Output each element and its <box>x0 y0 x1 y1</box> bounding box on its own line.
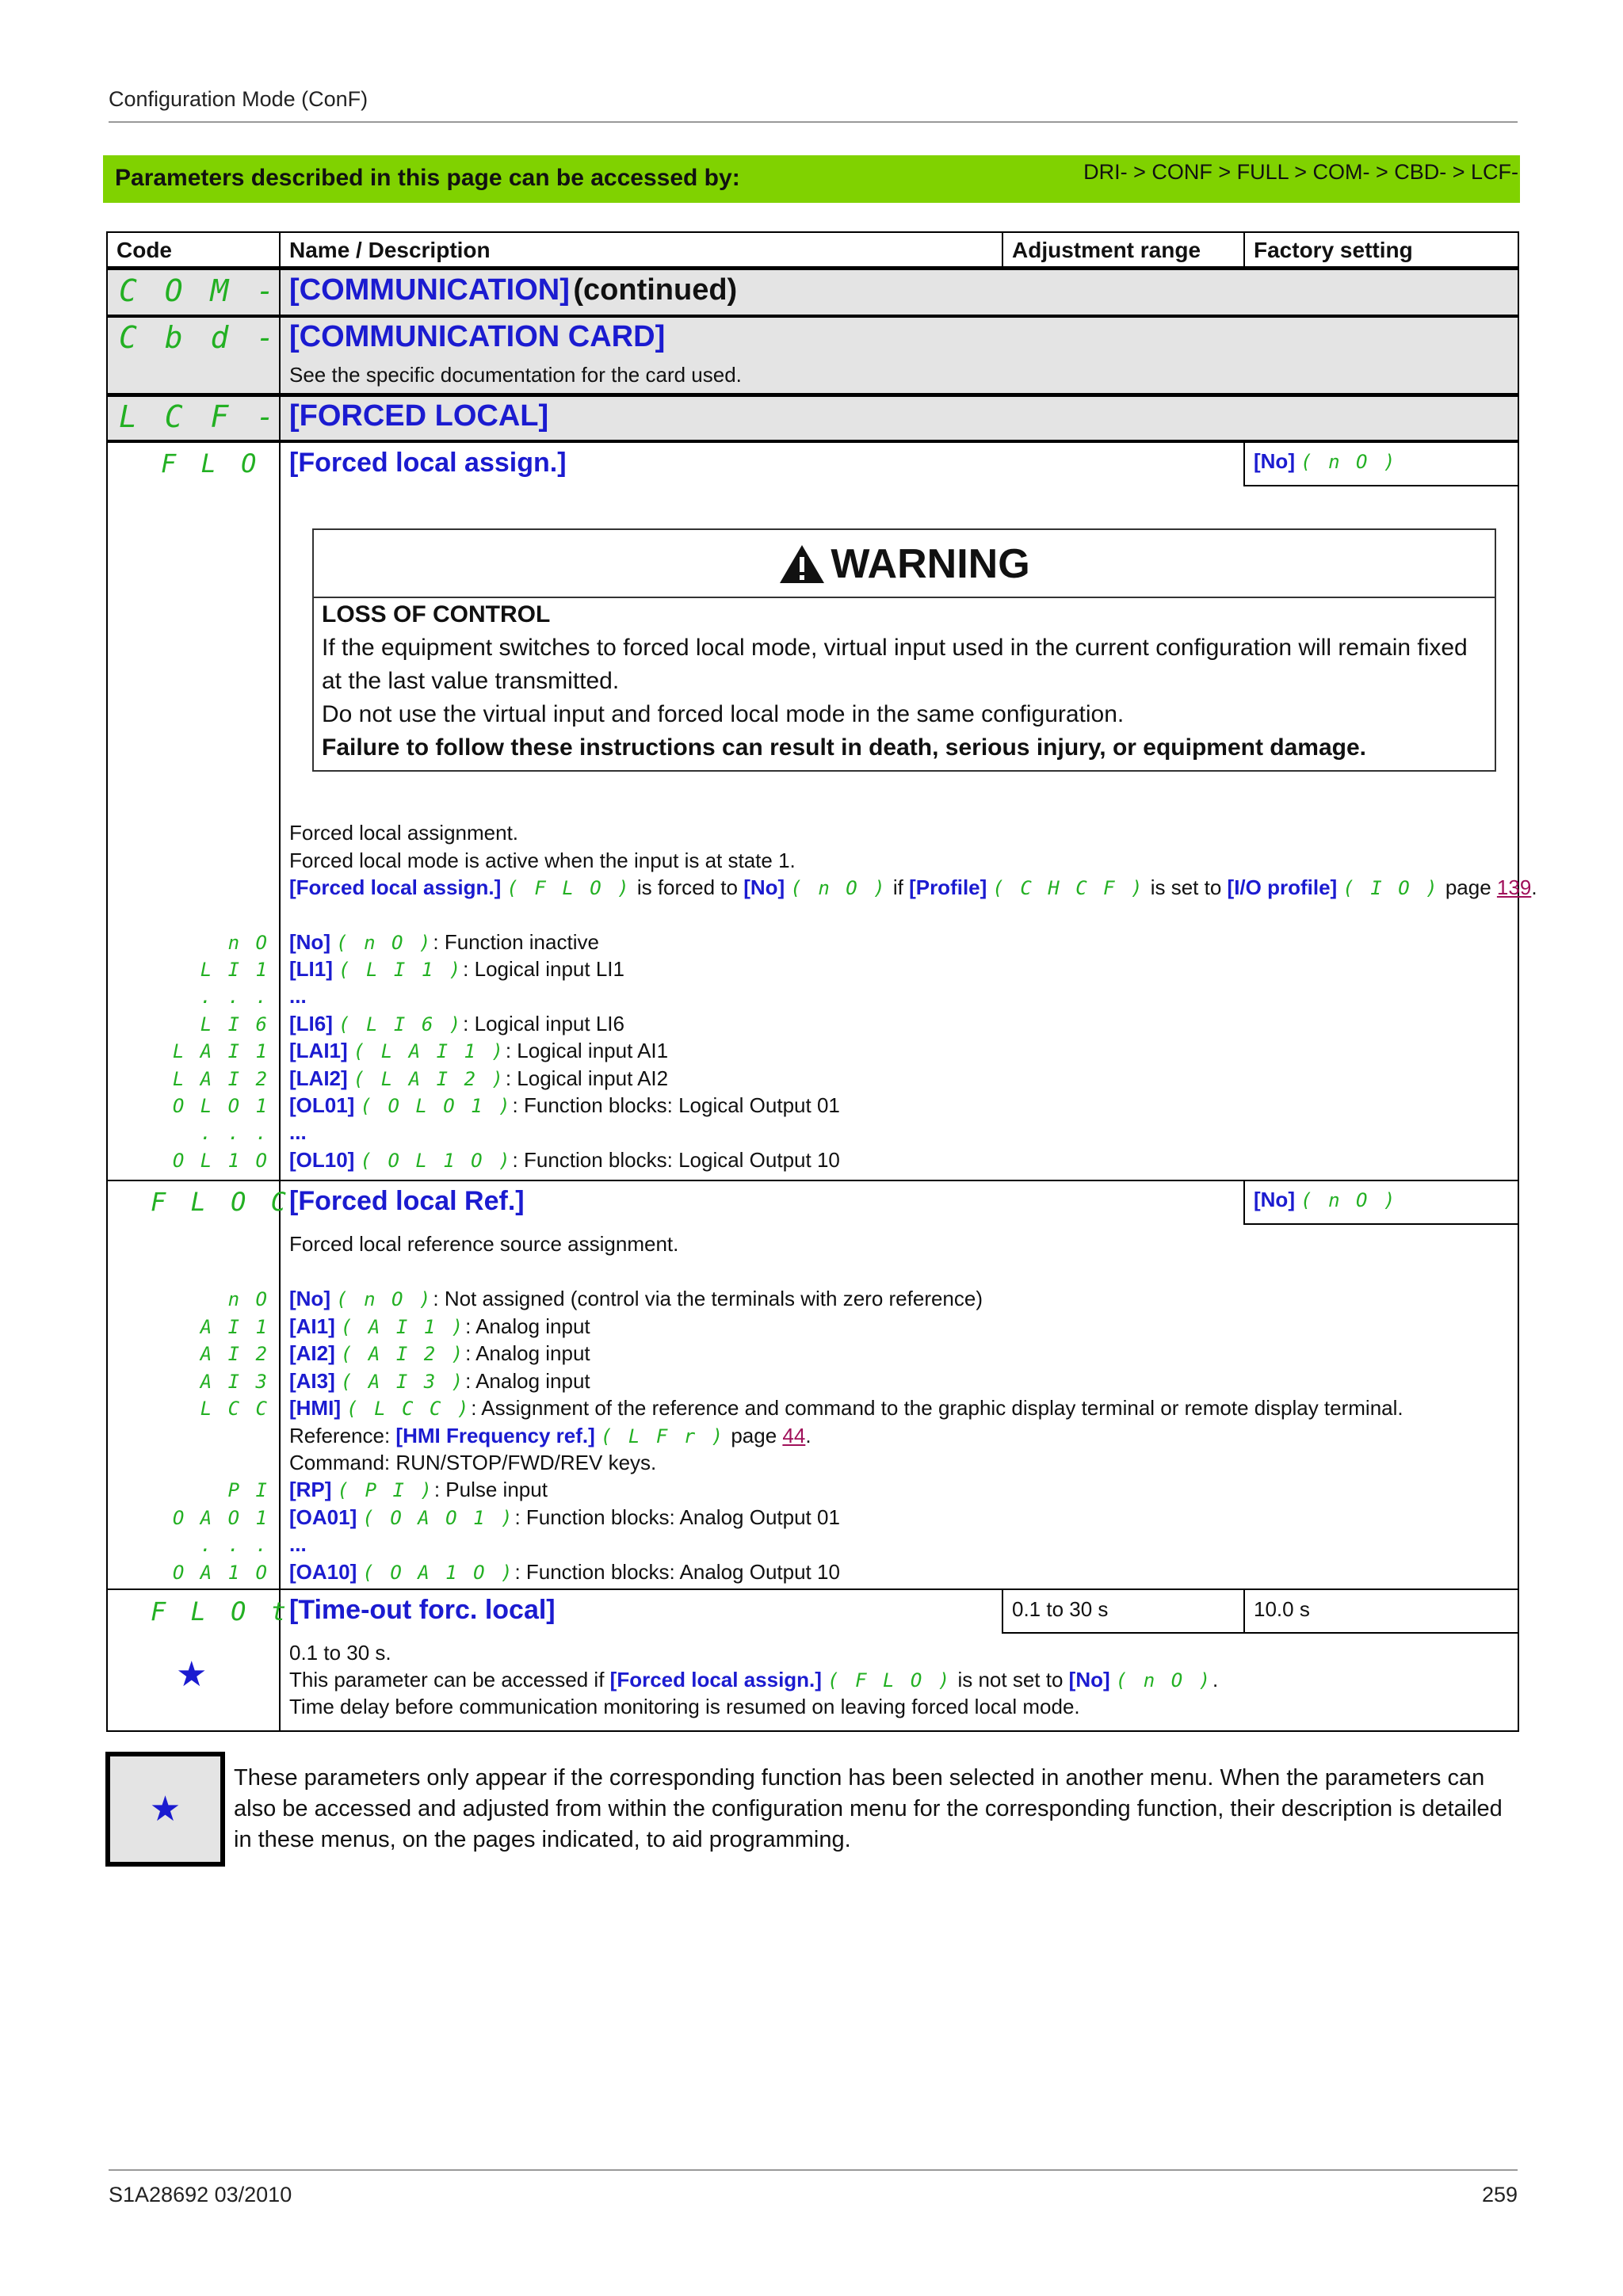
floc-opt: [OA01] ( O A O 1 ): Function blocks: Analog Output 01 <box>289 1505 840 1529</box>
page-link-44[interactable]: 44 <box>782 1424 806 1447</box>
star-icon: ★ <box>149 1790 181 1829</box>
flo-name: [Forced local assign.] <box>289 448 567 478</box>
flo-opt-code: L A I 1 <box>172 1040 269 1062</box>
floc-opt-code: . . . <box>200 1534 269 1556</box>
warning-title: WARNING <box>831 541 1030 587</box>
access-label: Parameters described in this page can be accessed by: <box>115 165 740 191</box>
floc-name: [Forced local Ref.] <box>289 1186 525 1216</box>
floc-opt-code: O A O 1 <box>172 1507 269 1529</box>
flo-opt: ... <box>289 1120 307 1144</box>
lcf-code: L C F - <box>119 399 280 434</box>
flo-opt: ... <box>289 984 307 1008</box>
flo-opt: [LAI1] ( L A I 1 ): Logical input AI1 <box>289 1039 669 1062</box>
warning-header <box>314 530 1495 598</box>
flot-desc-2: This parameter can be accessed if [Forced local assign.] ( F L O ) is not set to [No] ( n O ). <box>289 1668 1219 1691</box>
floc-opt: [AI3] ( A I 3 ): Analog input <box>289 1369 590 1393</box>
page-link-139[interactable]: 139 <box>1496 875 1532 899</box>
page-header-title: Configuration Mode (ConF) <box>109 87 369 111</box>
flo-opt-code: . . . <box>200 986 269 1008</box>
flot-range: 0.1 to 30 s <box>1012 1597 1109 1621</box>
footer-divider <box>109 2169 1518 2171</box>
com-title: [COMMUNICATION] (continued) <box>289 273 738 307</box>
floc-factory: [No] ( n O ) <box>1254 1188 1398 1211</box>
footer-doc-ref: S1A28692 03/2010 <box>109 2183 292 2206</box>
floc-opt-code: L C C <box>200 1398 269 1420</box>
floc-opt-code: A I 1 <box>200 1316 269 1338</box>
floc-opt: ... <box>289 1532 307 1556</box>
flo-opt-code: O L O 1 <box>172 1095 269 1117</box>
floc-opt-code: P I <box>227 1479 269 1501</box>
warning-line-3: Do not use the virtual input and forced local mode in the same configuration. <box>322 701 1125 727</box>
flo-opt-code: n O <box>227 932 269 954</box>
floc-opt-code: n O <box>227 1288 269 1310</box>
access-banner <box>103 155 1520 203</box>
floc-opt-code: A I 2 <box>200 1343 269 1365</box>
cbd-title: [COMMUNICATION CARD] <box>289 320 666 353</box>
flo-desc-3: [Forced local assign.] ( F L O ) is forced to [No] ( n O ) if [Profile] ( C H C F ) is set to [I/O profile] ( I O ) page 139. <box>289 875 1537 899</box>
flo-opt-code: . . . <box>200 1122 269 1144</box>
lcf-title: [FORCED LOCAL] <box>289 399 549 433</box>
col-code: Code <box>116 238 172 262</box>
col-name: Name / Description <box>289 238 491 262</box>
note-star-box <box>105 1752 225 1867</box>
floc-opt: [No] ( n O ): Not assigned (control via the terminals with zero reference) <box>289 1287 983 1310</box>
header-divider <box>109 121 1518 123</box>
flo-opt: [OL10] ( O L 1 O ): Function blocks: Logical Output 10 <box>289 1148 840 1172</box>
cbd-code: C b d - <box>119 320 280 355</box>
flo-desc-2: Forced local mode is active when the input is at state 1. <box>289 849 796 872</box>
warning-line-1: If the equipment switches to forced local mode, virtual input used in the current configuration will remain fixed <box>322 635 1468 661</box>
floc-opt: [AI1] ( A I 1 ): Analog input <box>289 1314 590 1338</box>
flo-opt-code: L I 1 <box>200 959 269 981</box>
flot-desc-1: 0.1 to 30 s. <box>289 1641 391 1665</box>
flot-code: F L O t <box>151 1596 291 1627</box>
star-icon: ★ <box>176 1655 208 1694</box>
flo-opt-code: L A I 2 <box>172 1068 269 1090</box>
floc-reference: Reference: [HMI Frequency ref.] ( L F r ) page 44. <box>289 1424 812 1447</box>
flot-factory: 10.0 s <box>1254 1597 1310 1621</box>
warning-line-2: at the last value transmitted. <box>322 668 620 694</box>
warning-box <box>312 528 1496 772</box>
footer-page-number: 259 <box>1481 2183 1518 2206</box>
note-text: These parameters only appear if the corresponding function has been selected in another menu. When the parameters can also be accessed and adjusted from within the configuration menu for the corresponding function, their description is detailed in these menus, on the pages indicated, to aid programming. <box>234 1765 1503 1852</box>
col-range: Adjustment range <box>1012 238 1201 262</box>
floc-opt-code: A I 3 <box>200 1371 269 1393</box>
floc-code: F L O C <box>151 1187 291 1217</box>
flo-opt: [LI6] ( L I 6 ): Logical input LI6 <box>289 1012 624 1035</box>
flo-desc-1: Forced local assignment. <box>289 821 519 845</box>
col-factory: Factory setting <box>1254 238 1413 262</box>
flo-factory: [No] ( n O ) <box>1254 449 1398 473</box>
access-path: DRI- > CONF > FULL > COM- > CBD- > LCF- <box>1083 160 1518 184</box>
flot-name: [Time-out forc. local] <box>289 1595 556 1625</box>
floc-desc: Forced local reference source assignment. <box>289 1232 679 1256</box>
warning-heading: LOSS OF CONTROL <box>322 601 551 627</box>
floc-opt-code: O A 1 O <box>172 1562 269 1584</box>
flo-code: F L O <box>161 448 262 479</box>
flo-opt: [LAI2] ( L A I 2 ): Logical input AI2 <box>289 1066 669 1090</box>
flot-desc-3: Time delay before communication monitoring is resumed on leaving forced local mode. <box>289 1695 1080 1718</box>
cbd-desc: See the specific documentation for the card used. <box>289 363 742 387</box>
floc-command: Command: RUN/STOP/FWD/REV keys. <box>289 1451 657 1474</box>
com-code: C O M - <box>119 273 280 308</box>
flo-opt: [LI1] ( L I 1 ): Logical input LI1 <box>289 957 624 981</box>
warning-line-4: Failure to follow these instructions can result in death, serious injury, or equipment damage. <box>322 734 1367 761</box>
floc-opt: [AI2] ( A I 2 ): Analog input <box>289 1341 590 1365</box>
flo-opt: [OL01] ( O L O 1 ): Function blocks: Logical Output 01 <box>289 1093 840 1117</box>
warning-triangle-icon <box>778 543 826 585</box>
floc-opt: [HMI] ( L C C ): Assignment of the reference and command to the graphic display terminal or remote display terminal. <box>289 1396 1403 1420</box>
flo-opt: [No] ( n O ): Function inactive <box>289 930 599 954</box>
flo-opt-code: O L 1 O <box>172 1150 269 1172</box>
floc-opt: [RP] ( P I ): Pulse input <box>289 1478 548 1501</box>
floc-opt: [OA10] ( O A 1 O ): Function blocks: Analog Output 10 <box>289 1560 840 1584</box>
flo-opt-code: L I 6 <box>200 1013 269 1035</box>
